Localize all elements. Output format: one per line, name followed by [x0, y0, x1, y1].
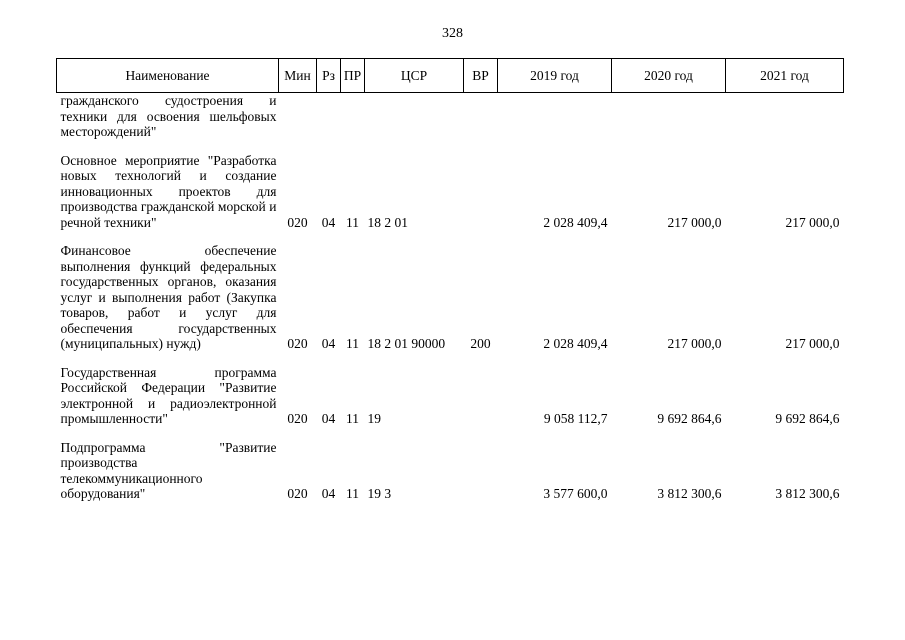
- header-pr: ПР: [341, 59, 365, 93]
- row-vr: [464, 440, 498, 502]
- row-2019: 2 028 409,4: [543, 336, 608, 351]
- row-2019: 9 058 112,7: [543, 411, 608, 426]
- row-2020: 3 812 300,6: [657, 486, 722, 501]
- row-2021: 9 692 864,6: [775, 411, 840, 426]
- page-number: 328: [442, 26, 463, 41]
- row-rz: 04: [321, 214, 336, 230]
- row-name: Основное мероприятие "Разработка новых технологий и создание инновационных проектов для производства гражданской морской и речной техники": [60, 152, 277, 230]
- row-vr: [464, 93, 498, 140]
- row-name: гражданского судостроения и техники для освоения шельфовых месторождений": [60, 93, 277, 139]
- row-rz: [317, 93, 341, 140]
- row-pr: 11: [346, 336, 359, 351]
- row-2019: 2 028 409,4: [543, 214, 608, 230]
- row-rz: 04: [321, 411, 336, 426]
- row-vr: 200: [470, 336, 491, 351]
- table-body: [57, 93, 844, 502]
- row-name: Подпрограмма "Развитие производства телекоммуникационного оборудования": [60, 439, 277, 501]
- row-vr: [464, 365, 498, 427]
- table-header: [57, 59, 844, 93]
- row-min: 020: [287, 486, 308, 501]
- table-row: [57, 440, 844, 502]
- row-2020: 217 000,0: [667, 214, 722, 230]
- row-2020: [612, 93, 726, 140]
- row-2020: 217 000,0: [667, 336, 722, 351]
- row-csr: [365, 93, 464, 140]
- table-row: [57, 93, 844, 140]
- header-csr: ЦСР: [365, 59, 464, 93]
- header-rz: Рз: [317, 59, 341, 93]
- row-pr: 11: [346, 214, 359, 230]
- row-2021: 3 812 300,6: [775, 486, 840, 501]
- row-csr: 19 3: [367, 486, 392, 501]
- row-csr: 18 2 01 90000: [367, 336, 446, 351]
- row-name: Государственная программа Российской Федерации "Развитие электронной и радиоэлектронной промышленности": [60, 364, 277, 426]
- row-2020: 9 692 864,6: [657, 411, 722, 426]
- row-min: 020: [287, 336, 308, 351]
- row-min: [279, 93, 317, 140]
- row-rz: 04: [321, 336, 336, 351]
- row-pr: 11: [346, 486, 359, 501]
- row-pr: 11: [346, 411, 359, 426]
- row-min: 020: [287, 411, 308, 426]
- row-vr: [464, 153, 498, 231]
- header-2019: 2019 год: [498, 59, 612, 93]
- row-min: 020: [287, 214, 308, 230]
- row-2021: 217 000,0: [785, 336, 840, 351]
- row-rz: 04: [321, 486, 336, 501]
- header-min: Мин: [279, 59, 317, 93]
- table-row: [57, 153, 844, 231]
- table-row: [57, 243, 844, 352]
- row-2019: [498, 93, 612, 140]
- budget-table: [56, 58, 844, 502]
- row-csr: 19: [367, 411, 381, 426]
- header-2020: 2020 год: [612, 59, 726, 93]
- row-csr: 18 2 01: [367, 214, 408, 230]
- header-vr: ВР: [464, 59, 498, 93]
- row-pr: [341, 93, 365, 140]
- row-2021: [726, 93, 844, 140]
- row-2021: 217 000,0: [785, 214, 840, 230]
- header-2021: 2021 год: [726, 59, 844, 93]
- row-name: Финансовое обеспечение выполнения функций федеральных государственных органов, оказания услуг и выполнения работ (Закупка товаров, работ и услуг для обеспечения государственных (муниципальных) нужд): [60, 243, 277, 351]
- header-name: Наименование: [57, 59, 279, 93]
- row-2019: 3 577 600,0: [543, 486, 608, 501]
- table-row: [57, 365, 844, 427]
